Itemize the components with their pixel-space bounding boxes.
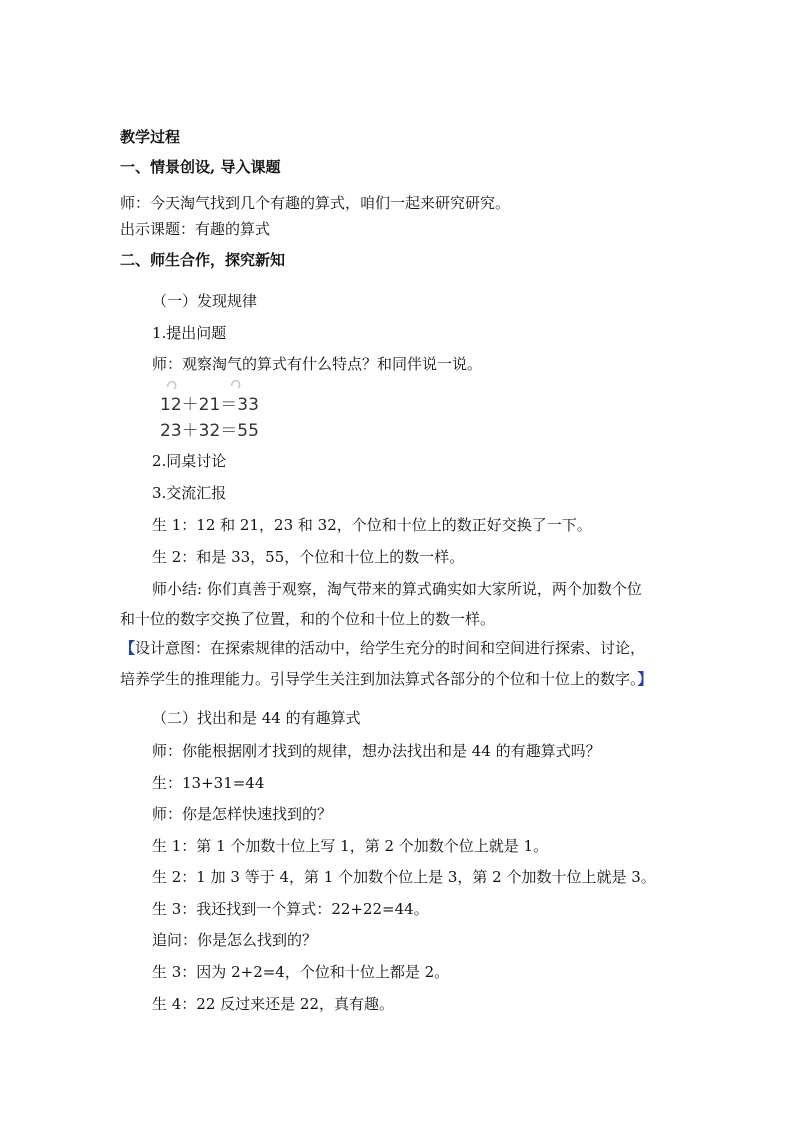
teacher-question-2: 师：你能根据刚才找到的规律，想办法找出和是 44 的有趣算式吗？ xyxy=(152,742,601,760)
teacher-question-1: 师：观察淘气的算式有什么特点？和同伴说一说。 xyxy=(152,355,483,373)
subsection-heading-1: （一）发现规律 xyxy=(152,292,258,310)
step-ask-question: 1.提出问题 xyxy=(152,324,227,342)
smudge-mark-left xyxy=(168,382,176,389)
subsection-heading-2: （二）找出和是 44 的有趣算式 xyxy=(152,709,361,727)
paragraph-topic: 出示课题：有趣的算式 xyxy=(120,220,271,238)
page-title: 教学过程 xyxy=(120,128,181,146)
intent-open-bracket: 【 xyxy=(120,639,136,657)
teacher-summary-line-2: 和十位的数字交换了位置，和的个位和十位上的数一样。 xyxy=(120,610,496,628)
section-heading-1: 一、情景创设, 导入课题 xyxy=(120,158,281,176)
student-answer-1: 生 1：12 和 21，23 和 32，个位和十位上的数正好交换了一下。 xyxy=(152,516,592,534)
paragraph-teacher-intro: 师：今天淘气找到几个有趣的算式，咱们一起来研究研究。 xyxy=(120,194,511,212)
section-heading-2: 二、师生合作，探究新知 xyxy=(120,251,286,269)
teacher-question-3: 师：你是怎样快速找到的？ xyxy=(152,805,333,823)
student-answer-4: 生 1：第 1 个加数十位上写 1，第 2 个加数个位上就是 1。 xyxy=(152,837,549,855)
design-intent-line-1 xyxy=(120,638,645,658)
follow-up-question: 追问：你是怎么找到的？ xyxy=(152,931,318,949)
step-report: 3.交流汇报 xyxy=(152,484,227,502)
design-intent-line-2 xyxy=(120,669,653,689)
intent-close-bracket: 】 xyxy=(637,670,653,688)
student-answer-2: 生 2：和是 33，55，个位和十位上的数一样。 xyxy=(152,548,465,566)
student-answer-5: 生 2：1 加 3 等于 4，第 1 个加数个位上是 3，第 2 个加数十位上就是 3。 xyxy=(152,868,656,886)
handwritten-equation-1: 12＋21＝33 xyxy=(160,395,259,415)
intent-text-a: 设计意图：在探索规律的活动中，给学生充分的时间和空间进行探索、讨论， xyxy=(135,639,646,657)
student-answer-8: 生 4：22 反过来还是 22，真有趣。 xyxy=(152,995,395,1013)
student-answer-7: 生 3：因为 2+2=4，个位和十位上都是 2。 xyxy=(152,963,450,981)
intent-text-b: 培养学生的推理能力。引导学生关注到加法算式各部分的个位和十位上的数字。 xyxy=(120,670,638,688)
teacher-summary-line-1: 师小结: 你们真善于观察，淘气带来的算式确实如大家所说，两个加数个位 xyxy=(152,580,642,598)
student-answer-3: 生：13+31=44 xyxy=(152,774,265,792)
handwritten-equations xyxy=(158,378,268,440)
handwritten-equation-2: 23＋32＝55 xyxy=(160,421,259,440)
smudge-mark-right xyxy=(232,381,240,388)
student-answer-6: 生 3：我还找到一个算式：22+22=44。 xyxy=(152,900,429,918)
step-discuss: 2.同桌讨论 xyxy=(152,452,227,470)
